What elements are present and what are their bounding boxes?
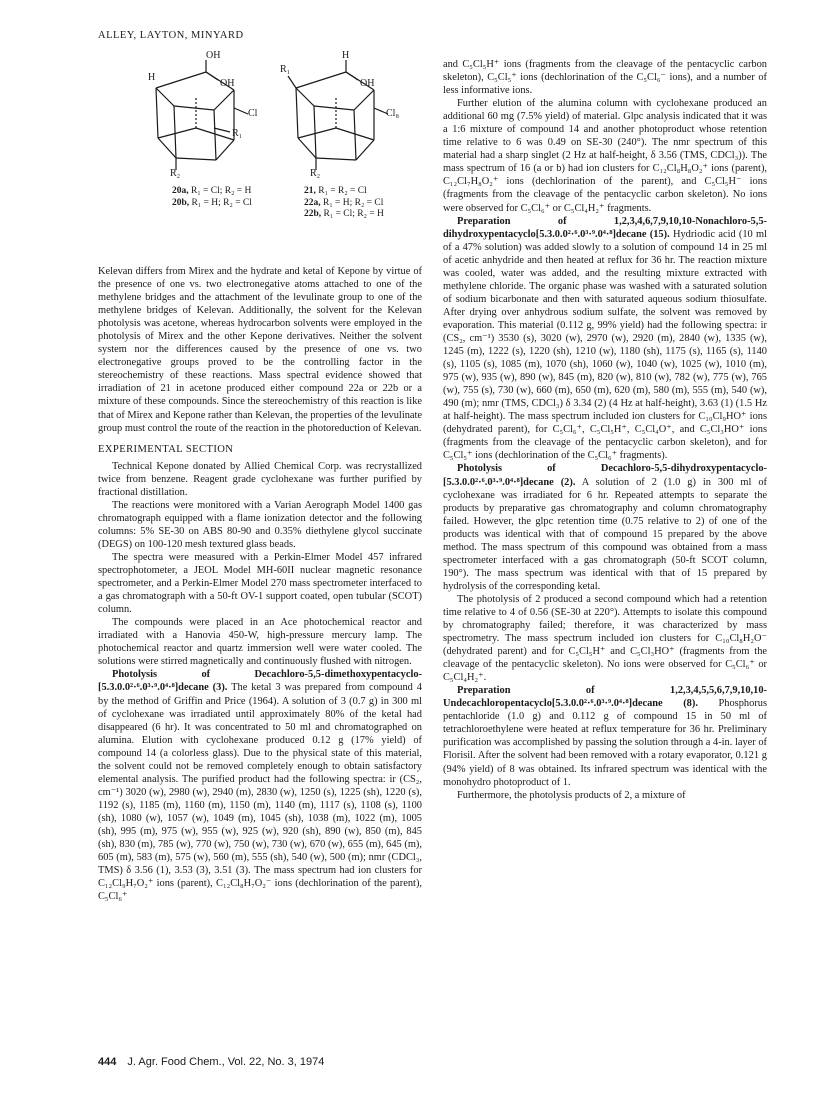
paragraph-spectra: The spectra were measured with a Perkin-Elmer Model 457 infrared spectrophotometer, a JEOL Model MH-60II nuclear magnetic resonance spectrometer, and a Perkin-Elmer Model 270 mass spectrometer interfaced to a gas chromatograph with a 50-ft OV-1 support coated, open tubular (SCOT) column. — [98, 551, 422, 616]
atom-oh: OH — [360, 78, 375, 89]
paragraph-photolysis-3: Photolysis of Decachloro-5,5-dimethoxypentacyclo-[5.3.0.0²·⁶.0³·⁹.0⁴·⁸]decane (3). The ketal 3 was prepared from compound 4 by the method of Griffin and Price (1964). A solution of 3 (0.7 g) in 300 ml of cyclohexane was irradiated until approximately 80% of the ketal had disappeared (6 hr). It was concentrated to 50 ml and chromatographed on alumina. Elution with cyclohexane produced 0.12 g (17% yield) of compound 14 (a colorless glass). Due to the physical state of this material, the solvent could not be removed completely enough to obtain satisfactory elemental analysis. The purified product had the following spectra: ir (CS₂, cm⁻¹) 3020 (w), 2980 (w), 2940 (m), 2830 (w), 1250 (s), 1225 (sh), 1220 (s), 1192 (s), 1185 (m), 1160 (m), 1150 (m), 1140 (m), 1117 (s), 1108 (s), 1100 (sh), 1080 (w), 1057 (w), 1049 (m), 1045 (sh), 1038 (m), 1022 (m), 1005 (sh), 995 (m), 975 (w), 955 (w), 925 (w), 920 (sh), 890 (w), 850 (m), 845 (sh), 830 (m), 785 (w), 770 (w), 750 (w), 730 (w), 670 (w), 655 (m), 645 (m), 605 (m), 583 (m), 575 (w), 560 (m), 555 (sh), 540 (w), 500 (m); nmr (CDCl₃, TMS) δ 3.56 (1), 3.53 (3), 3.51 (3). The mass spectrum had ion clusters for C₁₂Cl₉H₇O₂⁺ ions (parent), C₁₂Cl₈H₇O₂⁻ ions (dechlorination of the parent), C₅Cl₆⁺ — [98, 669, 422, 903]
section-heading-experimental: EXPERIMENTAL SECTION — [98, 443, 234, 455]
structure-21-labels — [304, 186, 384, 221]
atom-h: H — [148, 72, 156, 83]
page-footer — [98, 1056, 324, 1068]
left-column — [98, 50, 423, 903]
subheading-photolysis-2: Photolysis of Decachloro-5,5-dihydroxypentacyclo-[5.3.0.0²·⁶.0³·⁹.0⁴·⁸]decane (2). — [443, 463, 767, 488]
atom-r1: R₁ — [280, 64, 291, 75]
paragraph-further-elution: Further elution of the alumina column with cyclohexane produced an additional 60 mg (7.5% yield) of material. Glpc analysis indicated that it was a 1:6 mixture of compound 14 and another photoproduct whose retention time relative to 6 was 0.49 on SE-30 (240°). The nmr spectrum of this material had a sharp singlet (2 Hz at half-height, δ 3.56 (TMS, CDCl₃)). The mass spectrum of 16 (a or b) had ion clusters for C₁₂Cl₈H₈O₂⁺ ions (parent), C₁₂Cl₇H₈O₂⁺ ions (dechlorination of the parent), and C₅Cl₅H⁻ ions (fragments from the cleavage of the pentacyclic carbon skeleton). No ions were observed for C₅Cl₆⁺ or C₅Cl₄H₂⁺ fragments. — [443, 98, 767, 214]
atom-cl: Cl₈ — [386, 108, 399, 119]
paragraph-reactor: The compounds were placed in an Ace photochemical reactor and irradiated with a Hanovia 450-W, high-pressure mercury lamp. The photochemical reactor and quartz immersion well were water cooled. The solutions were stirred magnetically and continuously flushed with nitrogen. — [98, 617, 422, 668]
atom-oh-side: OH — [220, 78, 235, 89]
paragraph-chromatograph: The reactions were monitored with a Varian Aerograph Model 1400 gas chromatograph equipped with a flame ionization detector and the following columns: 5% SE-30 on ABS 80-90 and 0.35% diethylene glycol succinate (DEGS) on 100-120 mesh textured glass beads. — [98, 499, 422, 550]
label-22a: 22a, R₁ = H; R₂ = Cl — [304, 197, 384, 208]
paragraph-photolysis-2: Photolysis of Decachloro-5,5-dihydroxypentacyclo-[5.3.0.0²·⁶.0³·⁹.0⁴·⁸]decane (2). A solution of 2 (1.0 g) in 300 ml of cyclohexane was irradiated for 6 hr. Repeated attempts to separate the products by preparative gas chromatography and column chromatography failed. However, the glpc retention time (0.75 relative to 2) of one of the products was identical with that of compound 15 prepared by the above method. The mass spectrum of this compound was obtained from a mass spectrometer interfaced with a gas chromatograph (50-ft SCOT column, 190°). The mass spectrum was identical with that of 15 prepared by hydrolysis of the corresponding ketal. — [443, 463, 767, 592]
atom-oh-top: OH — [206, 50, 221, 61]
running-head: ALLEY, LAYTON, MINYARD — [98, 30, 244, 41]
paragraph-kelevan: Kelevan differs from Mirex and the hydrate and ketal of Kepone by virtue of the presence of one vs. two electronegative atoms attached to one of the methylene bridges and the attachment of the levulinate group to one of the methylene bridges of Kelevan. Additionally, the solvent for the Kelevan photolysis was acetone, whereas hydrocarbon solvents were employed in the photolysis of Mirex and the other Kepone derivatives. Neither the solvent system nor the differences caused by the presence of one vs. two electronegative groups proved to be the controlling factor in the stereochemistry of these reactions. Mass spectral evidence showed that irradiation of 21 in acetone produced either compound 22a or 22b or a mixture of these compounds. Since the stereochemistry of this reaction is like that of Mirex and Kepone rather than Kelevan, the properties of the levulinate group must control the route of the reaction in the photoreduction of Kelevan. — [98, 266, 423, 434]
label-22b: 22b, R₁ = Cl; R₂ = H — [304, 209, 384, 219]
paragraph-continuation: and C₅Cl₅H⁺ ions (fragments from the cleavage of the pentacyclic carbon skeleton), C₅Cl₅⁺ ions (dechlorination of the C₅Cl₆⁻ ions), and a number of less informative ions. — [443, 59, 767, 97]
label-20b: 20b, R₁ = H; R₂ = Cl — [172, 197, 252, 208]
paragraph-second-compound: The photolysis of 2 produced a second compound which had a retention time relative to 4 of 0.56 (SE-30 at 220°). Attempts to isolate this compound by chromatography failed; therefore, it was characterized by mass spectrometry. The mass spectrum included ion clusters for C₁₀Cl₈H₂O⁻ (dehydrated parent) and for C₅Cl₅H⁺ and C₅Cl₃HO⁺ (fragments from the cleavage of the pentacyclic skeleton). No ions were observed for C₅Cl₆⁺ or C₅Cl₄H₂⁺. — [443, 593, 767, 684]
right-column — [443, 58, 767, 802]
label-21: 21, R₁ = R₂ = Cl — [304, 186, 367, 196]
structure-20-labels — [172, 186, 252, 209]
journal-citation: J. Agr. Food Chem., Vol. 22, No. 3, 1974 — [127, 1056, 325, 1068]
page-number: 444 — [98, 1056, 117, 1068]
structure-20-drawing — [136, 50, 266, 179]
label-20a: 20a, R₁ = Cl; R₂ = H — [172, 186, 252, 196]
structure-21-22-drawing — [276, 50, 406, 179]
structure-figures — [98, 50, 422, 265]
structure-21-22 — [276, 50, 406, 180]
structure-20 — [136, 50, 266, 180]
paragraph-materials: Technical Kepone donated by Allied Chemical Corp. was recrystallized twice from benzene. Reagent grade cyclohexane was further purified by fractional distillation. — [98, 460, 422, 498]
paragraph-preparation-8: Preparation of 1,2,3,4,5,5,6,7,9,10,10-Undecachloropentacyclo[5.3.0.0²·⁶.0³·⁹.0⁴·⁸]decane (8). Phosphorus pentachloride (1.0 g) and 0.112 g of compound 15 in 50 ml of tetrachloroethylene were heated at reflux temperature for 36 hr. Preliminary purification was accomplished by passing the solution through a 4-in. layer of Florisil. After the solvent had been removed with a rotary evaporator, 0.121 g (94% yield) of 8 was obtained. Its infrared spectrum was identical with the monohydro photoproduct of 1. — [443, 685, 767, 788]
atom-h: H — [342, 50, 350, 61]
atom-cl: Cl — [248, 108, 258, 119]
atom-r2: R₂ — [310, 168, 321, 179]
subheading-preparation-15: Preparation of 1,2,3,4,6,7,9,10,10-Nonachloro-5,5-dihydroxypentacyclo[5.3.0.0²·⁶.0³·⁹.0⁴·⁸]decane (15). — [443, 215, 767, 240]
paragraph-furthermore: Furthermore, the photolysis products of 2, a mixture of — [457, 789, 686, 801]
atom-r1: R₁ — [232, 128, 243, 139]
paragraph-preparation-15: Preparation of 1,2,3,4,6,7,9,10,10-Nonachloro-5,5-dihydroxypentacyclo[5.3.0.0²·⁶.0³·⁹.0⁴·⁸]decane (15). Hydriodic acid (10 ml of a 47% solution) was added slowly to a solution of compound 14 in 25 ml of acetic anhydride and then heated at reflux for 36 hr. The reaction mixture was cooled, water was added, and the resulting mixture extracted with methylene chloride. The organic phase was washed with a saturated solution of sodium bicarbonate and then with saturated aqueous sodium thiosulfate. After drying over anhydrous sodium sulfate, the solvent was removed by evaporation. This material (0.112 g, 99% yield) had the following spectra: ir (CS₂, cm⁻¹) 3530 (s), 3020 (w), 2970 (w), 2920 (m), 2840 (w), 1335 (w), 1245 (m), 1222 (s), 1220 (sh), 1210 (w), 1180 (sh), 1175 (s), 1165 (s), 1140 (s), 1105 (s), 1085 (m), 1070 (sh), 1060 (w), 1040 (w), 1025 (w), 1010 (m), 975 (w), 935 (w), 890 (w), 845 (m), 820 (w), 810 (w), 782 (w), 775 (w), 765 (w), 755 (s), 730 (w), 660 (m), 650 (m), 620 (m), 580 (m), 555 (m), 540 (w), 490 (m); nmr (TMS, CDCl₃) δ 3.34 (2) (4 Hz at half-height), 3.63 (1) (1.5 Hz at half-height). The mass spectrum included ion clusters for C₁₀Cl₉HO⁺ ions (dehydrated parent), for C₅Cl₆⁺, C₅Cl₅H⁺, C₅Cl₄O⁺, and C₅Cl₃HO⁺ ions (fragments from the cleavage of the pentacyclic carbon skeleton), and for C₅Cl₅⁺ ions (dechlorination of the C₅Cl₆⁺ fragments). — [443, 215, 767, 462]
atom-r2: R₂ — [170, 168, 181, 179]
subheading-preparation-8: Preparation of 1,2,3,4,5,5,6,7,9,10,10-Undecachloropentacyclo[5.3.0.0²·⁶.0³·⁹.0⁴·⁸]decane (8). — [443, 685, 767, 710]
subheading-photolysis-3: Photolysis of Decachloro-5,5-dimethoxypentacyclo-[5.3.0.0²·⁶.0³·⁹.0⁴·⁸]decane (3). — [98, 669, 422, 694]
